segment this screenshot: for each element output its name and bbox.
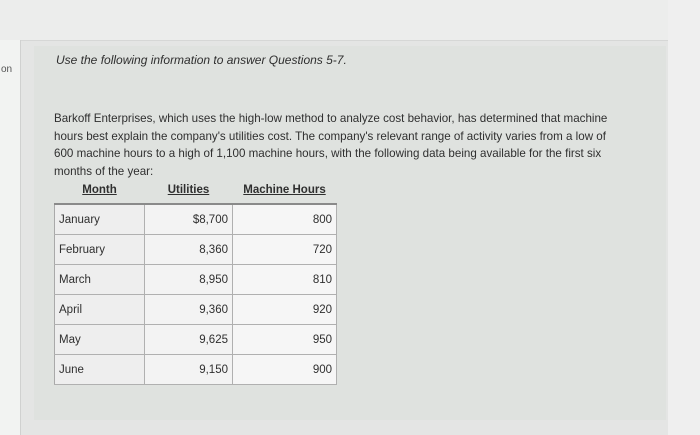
cell-machine-hours: 800 (233, 204, 337, 235)
paragraph-line: hours best explain the company's utilities cost. The company's relevant range of activity varies from a low of (54, 129, 606, 143)
paragraph-line: months of the year: (54, 164, 154, 178)
cell-utilities: 9,625 (145, 325, 233, 355)
cell-machine-hours: 720 (233, 235, 337, 265)
cell-machine-hours: 920 (233, 295, 337, 325)
cell-machine-hours: 950 (233, 325, 337, 355)
left-sidebar-strip (0, 40, 21, 435)
cell-utilities: $8,700 (145, 204, 233, 235)
utilities-data-table (54, 177, 337, 385)
table-row (55, 295, 337, 325)
cell-utilities: 9,360 (145, 295, 233, 325)
cell-month: April (55, 295, 145, 325)
table-row (55, 235, 337, 265)
paragraph-line: 600 machine hours to a high of 1,100 machine hours, with the following data being available for the first six (54, 147, 602, 160)
table-header-row (55, 177, 337, 204)
side-label: on (1, 64, 13, 75)
problem-paragraph (54, 110, 644, 180)
cell-machine-hours: 900 (233, 355, 337, 385)
table-row (55, 325, 337, 355)
table-row (55, 355, 337, 385)
header-machine-hours: Machine Hours (233, 177, 337, 204)
question-heading: Use the following information to answer Questions 5-7. (56, 53, 347, 67)
cell-month: January (55, 204, 145, 235)
cell-month: June (55, 355, 145, 385)
header-month: Month (55, 177, 145, 204)
cell-machine-hours: 810 (233, 265, 337, 295)
right-edge-strip (668, 0, 700, 435)
cell-month: March (55, 265, 145, 295)
header-utilities: Utilities (145, 177, 233, 204)
cell-month: February (55, 235, 145, 265)
cell-utilities: 9,150 (145, 355, 233, 385)
table-row (55, 265, 337, 295)
top-bar (0, 0, 700, 41)
cell-utilities: 8,950 (145, 265, 233, 295)
table-row (55, 204, 337, 235)
cell-utilities: 8,360 (145, 235, 233, 265)
paragraph-line: Barkoff Enterprises, which uses the high-low method to analyze cost behavior, has determined that machine (54, 112, 608, 125)
cell-month: May (55, 325, 145, 355)
